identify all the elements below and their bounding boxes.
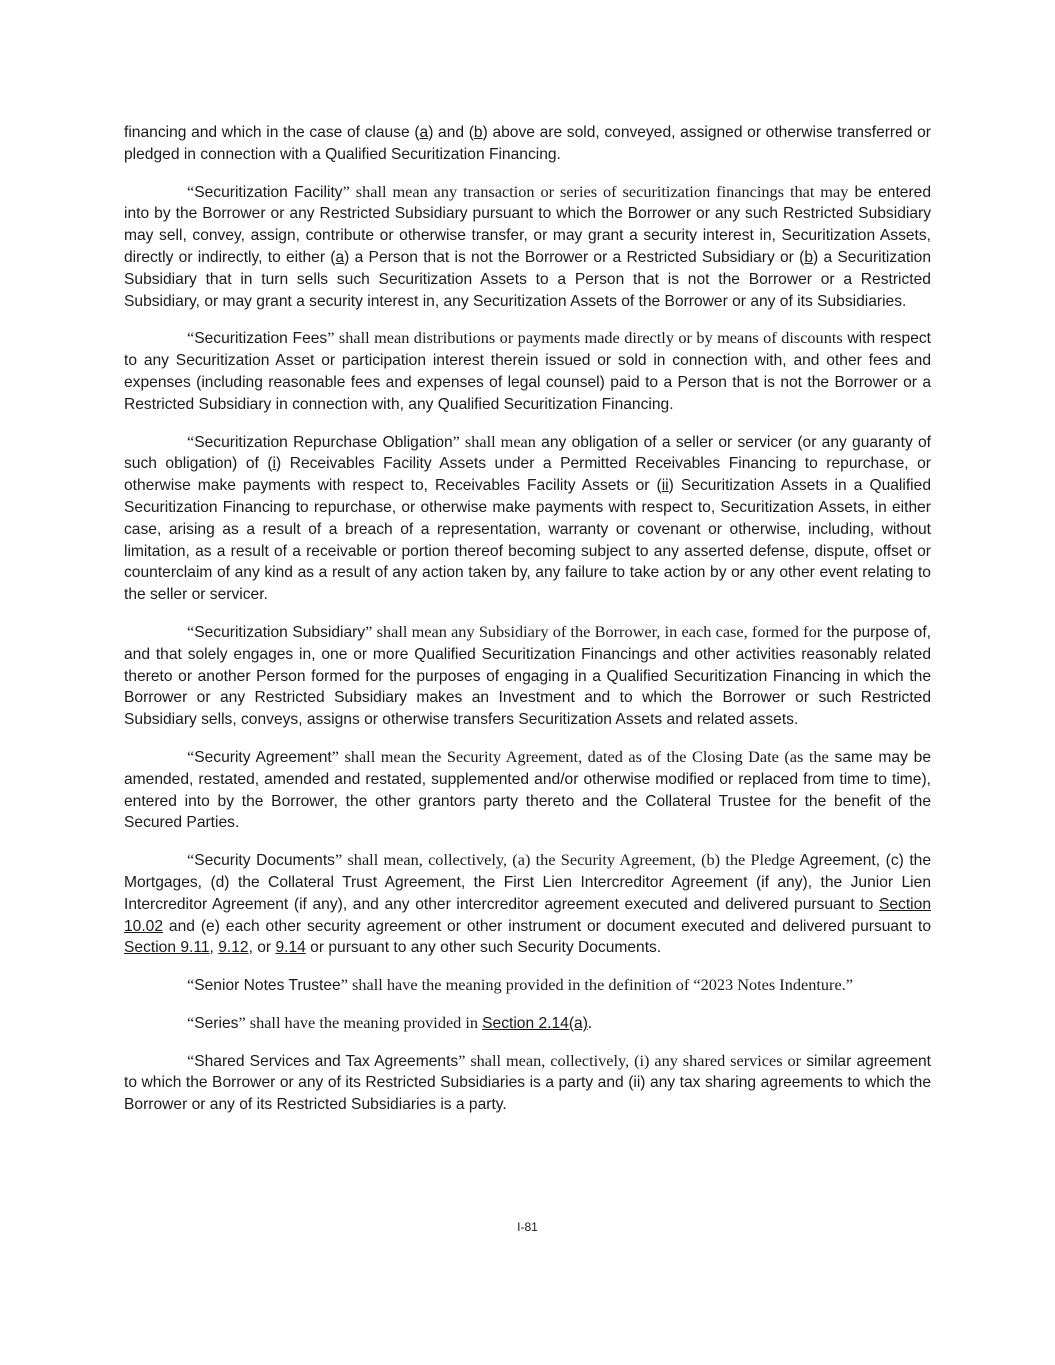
clause-ref-b: b xyxy=(804,248,814,266)
definition-securitization-subsidiary: “Securitization Subsidiary” shall mean any Subsidiary of the Borrower, in each case, formed for the purpose of, and that solely engages in, one or more Qualified Securitization Financings and other activities reasonably related thereto or another Person formed for the purposes of engaging in a Qualified Securitization Financing in which the Borrower or any Restricted Subsidiary makes an Investment and to which the Borrower or such Restricted Subsidiary sells, conveys, assigns or otherwise transfers Securitization Assets and related assets. xyxy=(124,621,932,729)
section-ref-2-14a: Section 2.14(a) xyxy=(482,1014,588,1032)
defined-term: Securitization Repurchase Obligation xyxy=(194,433,453,451)
defined-term: Senior Notes Trustee xyxy=(194,977,341,995)
paragraph-continuation: financing and which in the case of clause (a) and (b) above are sold, conveyed, assigned or otherwise transferred or pledged in connection with a Qualified Securitization Financing. xyxy=(124,124,931,163)
definition-series: “Series” shall have the meaning provided in Section 2.14(a). xyxy=(187,1012,592,1032)
defined-term: Security Agreement xyxy=(194,748,332,766)
definition-shared-services-and-tax-agreements: “Shared Services and Tax Agreements” shall mean, collectively, (i) any shared services or similar agreement to which the Borrower or any of its Restricted Subsidiaries is a party and (ii) any tax sharing agreements to which the Borrower or any of its Restricted Subsidiaries is a party. xyxy=(124,1050,931,1114)
defined-term: Securitization Subsidiary xyxy=(194,623,366,641)
defined-term: Series xyxy=(194,1014,239,1032)
definition-securitization-facility: “Securitization Facility” shall mean any transaction or series of securitization financings that may be entered into by the Borrower or any Restricted Subsidiary pursuant to which the Borrower or any such Restricted Subsidiary may sell, convey, assign, contribute or otherwise transfer, or may grant a security interest in, Securitization Assets, directly or indirectly, to either (a) a Person that is not the Borrower or a Restricted Subsidiary or (b) a Securitization Subsidiary that in turn sells such Securitization Assets to a Person that is not the Borrower or a Restricted Subsidiary, or may grant a security interest in, any Securitization Assets of the Borrower or any of its Subsidiaries. xyxy=(124,181,932,310)
document-page xyxy=(124,122,931,1131)
clause-ref-b: b xyxy=(473,124,483,141)
defined-term: Securitization Facility xyxy=(194,183,343,201)
definition-security-documents: “Security Documents” shall mean, collectively, (a) the Security Agreement, (b) the Pledge Agreement, (c) the Mortgages, (d) the Collateral Trust Agreement, the First Lien Intercreditor Agreement (if any), the Junior Lien Intercreditor Agreement (if any), and any other intercreditor agreement executed and delivered pursuant to Section 10.02 and (e) each other security agreement or other instrument or document executed and delivered pursuant to Section 9.11, 9.12, or 9.14 or pursuant to any other such Security Documents. xyxy=(124,850,932,957)
definition-senior-notes-trustee: “Senior Notes Trustee” shall have the meaning provided in the definition of “2023 Notes Indenture.” xyxy=(187,975,853,995)
clause-ref-i: i xyxy=(272,455,277,473)
defined-term: Security Documents xyxy=(194,852,335,870)
section-ref-9-11: Section 9.11 xyxy=(124,939,210,957)
clause-ref-a: a xyxy=(419,124,429,141)
defined-term: Securitization Fees xyxy=(194,330,328,348)
definition-security-agreement: “Security Agreement” shall mean the Security Agreement, dated as of the Closing Date (as the same may be amended, restated, amended and restated, supplemented and/or otherwise modified or replaced from time to time), entered into by the Borrower, the other grantors party thereto and the Collateral Trustee for the benefit of the Secured Parties. xyxy=(124,746,931,832)
section-ref-10-02: Section 10.02 xyxy=(124,895,931,935)
defined-term: Shared Services and Tax Agreements xyxy=(194,1052,459,1070)
section-ref-9-12: 9.12 xyxy=(218,939,249,957)
clause-ref-ii: ii xyxy=(661,477,669,495)
definition-securitization-fees: “Securitization Fees” shall mean distributions or payments made directly or by means of discounts with respect to any Securitization Asset or participation interest therein issued or sold in connection with, and other fees and expenses (including reasonable fees and expenses of legal counsel) paid to a Person that is not the Borrower or a Restricted Subsidiary in connection with, any Qualified Securitization Financing. xyxy=(124,328,931,413)
clause-ref-a: a xyxy=(335,248,345,266)
section-ref-9-14: 9.14 xyxy=(275,939,306,957)
definition-securitization-repurchase-obligation: “Securitization Repurchase Obligation” shall mean any obligation of a seller or servicer (or any guaranty of such obligation) of (i) Receivables Facility Assets under a Permitted Receivables Financing to repurchase, or otherwise make payments with respect to, Receivables Facility Assets or (ii) Securitization Assets in a Qualified Securitization Financing to repurchase, or otherwise make payments with respect to, Securitization Assets, in either case, arising as a result of a breach of a representation, warranty or covenant or otherwise, including, without limitation, as a result of a receivable or portion thereof becoming subject to any asserted defense, dispute, offset or counterclaim of any kind as a result of any action taken by, any failure to take action by or any other event relating to the seller or servicer. xyxy=(124,431,932,604)
page-number: I-81 xyxy=(517,1220,538,1234)
